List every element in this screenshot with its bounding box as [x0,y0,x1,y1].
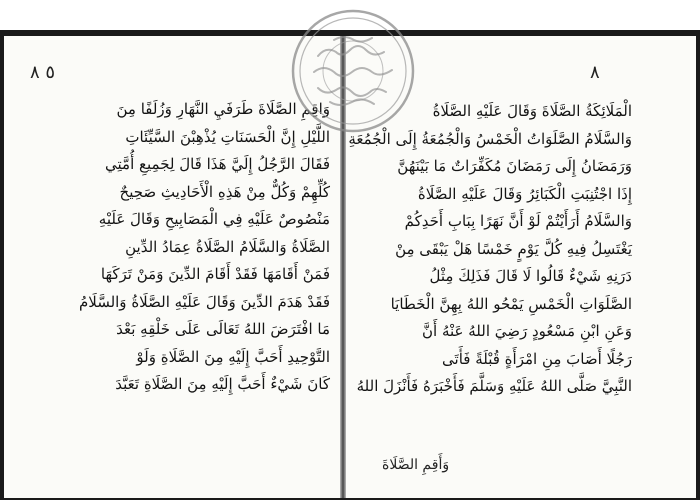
text-line: فَمَنْ أَقَامَهَا فَقَدْ أَقَامَ الدِّينَ وَمَنْ تَرَكَهَا [100,265,330,283]
text-line: مَا افْتَرَضَ اللهُ تَعَالَى عَلَى خَلْقِهِ بَعْدَ [116,320,330,338]
text-line: فَقَدْ هَدَمَ الدِّينَ وَقَالَ عَلَيْهِ الصَّلَاةُ وَالسَّلَامُ [78,292,330,311]
text-line: الْمَلَائِكَةُ الصَّلَاةَ وَقَالَ عَلَيْهِ الصَّلَاةُ [432,102,632,120]
text-line: مَنْصُوصٌ عَلَيْهِ فِي الْمَصَابِيحِ وَقَالَ عَلَيْهِ [98,210,330,228]
library-seal-icon [290,8,416,134]
text-line: رَجُلًا أَصَابَ مِنِ امْرَأَةٍ قُبْلَةً فَأَتَى [442,349,632,368]
right-folio-number: ٨ [590,62,600,83]
text-line: يَغْتَسِلُ فِيهِ كُلَّ يَوْمٍ خَمْسًا هَلْ يَبْقَى مِنْ [395,239,632,258]
text-line: النَّبِيَّ صَلَّى اللهُ عَلَيْهِ وَسَلَّمَ فَأَخْبَرَهُ فَأَنْزَلَ اللهُ [356,377,632,395]
text-line: دَرَنِهِ شَيْءٌ قَالُوا لَا قَالَ فَذَلِكَ مِثْلُ [429,267,632,285]
text-line: وَرَمَضَانُ إِلَى رَمَضَانَ مُكَفِّرَاتٌ مَا بَيْنَهُنَّ [397,157,632,175]
left-folio-number: ٥ ٨ [30,62,56,83]
right-page-text [348,98,632,401]
text-line: اللَّيْلِ إِنَّ الْحَسَنَاتِ يُذْهِبْنَ السَّيِّئَاتِ [125,127,330,146]
left-page-text [78,96,330,399]
text-line: كُلِّهِمْ وَكُلٌّ مِنْ هَذِهِ الْأَحَادِيثِ صَحِيحٌ [119,182,330,201]
text-line: فَقَالَ الرَّجُلُ إِلَيَّ هَذَا قَالَ لِجَمِيعِ أُمَّتِي [105,155,330,173]
text-line: التَّوْحِيدِ أَحَبَّ إِلَيْهِ مِنَ الصَّلَاةِ وَلَوْ [136,347,330,366]
text-line: الصَّلَاةُ وَالسَّلَامُ الصَّلَاةُ عِمَادُ الدِّينِ [125,237,330,256]
text-line: وَالسَّلَامُ الصَّلَوَاتُ الْخَمْسُ وَالْجُمُعَةُ إِلَى الْجُمُعَةِ [348,129,632,148]
text-line: وَاقِمِ الصَّلَاةَ طَرَفَيِ النَّهَارِ وَزُلَفًا مِنَ [116,100,330,118]
text-line: كَانَ شَيْءٌ أَحَبَّ إِلَيْهِ مِنَ الصَّلَاةِ تَعَبَّدَ [115,375,330,393]
text-line: الصَّلَوَاتِ الْخَمْسِ يَمْحُو اللهُ بِهِنَّ الْخَطَايَا [390,294,632,313]
text-line: وَعَنِ ابْنِ مَسْعُودٍ رَضِيَ اللهُ عَنْهُ أَنَّ [422,322,632,340]
catchword: وَأَقِمِ الصَّلَاةَ [382,457,450,473]
text-line: إِذَا اجْتُنِبَتِ الْكَبَائِرُ وَقَالَ عَلَيْهِ الصَّلَاةُ [417,184,632,203]
text-line: وَالسَّلَامُ أَرَأَيْتُمْ لَوْ أَنَّ نَهَرًا بِبَابِ أَحَدِكُمْ [404,212,632,230]
